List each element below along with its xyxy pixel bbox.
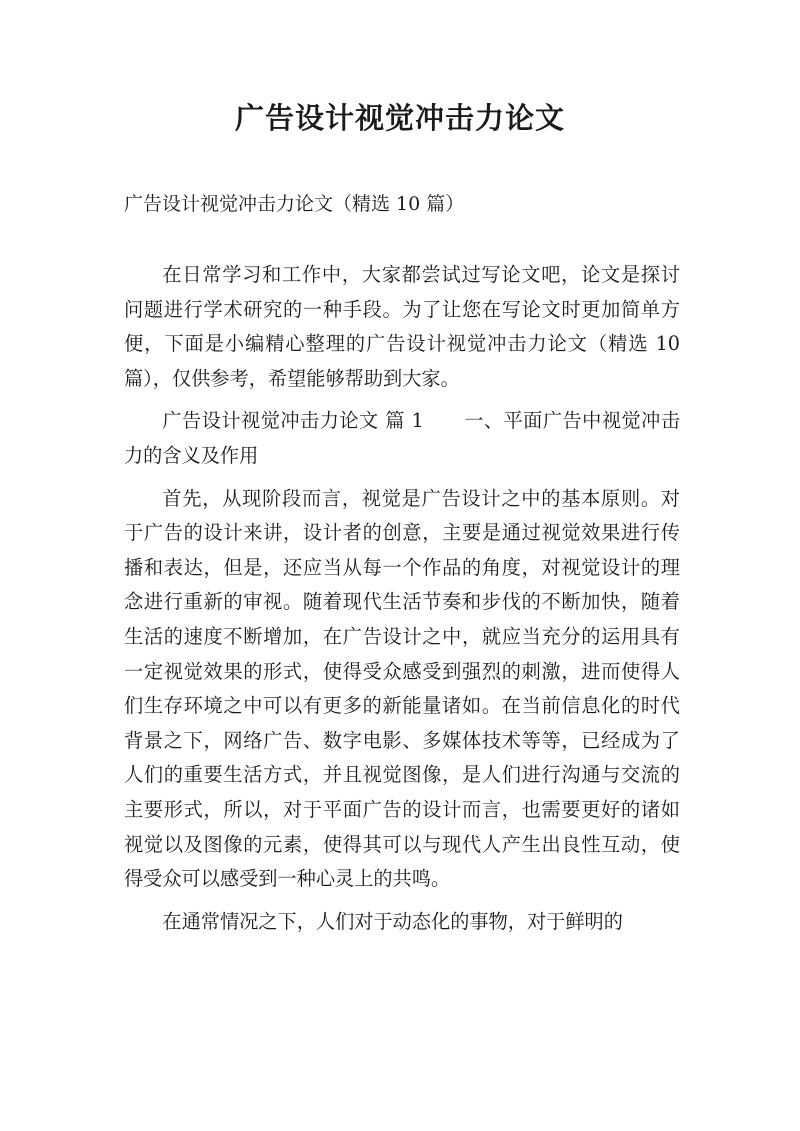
article-heading: 广告设计视觉冲击力论文 篇 1 bbox=[162, 409, 424, 433]
body-paragraph-1: 首先，从现阶段而言，视觉是广告设计之中的基本原则。对于广告的设计来讲，设计者的创意，主要是通过视觉效果进行传播和表达，但是，还应当从每一个作品的角度，对视觉设计的理念进行重新的审视。随着现代生活节奏和步伐的不断加快，随着生活的速度不断增加，在广告设计之中，就应当充分的运用具有一定视觉效果的形式，使得受众感受到强烈的刺激，进而使得人们生存环境之中可以有更多的新能量诸如。在当前信息化的时代背景之下，网络广告、数字电影、多媒体技术等等，已经成为了人们的重要生活方式，并且视觉图像，是人们进行沟通与交流的主要形式，所以，对于平面广告的设计而言，也需要更好的诸如视觉以及图像的元素，使得其可以与现代人产生出良性互动，使得受众可以感受到一种心灵上的共鸣。 bbox=[124, 486, 680, 891]
body-paragraph-2: 在通常情况之下，人们对于动态化的事物，对于鲜明的 bbox=[162, 909, 623, 933]
document-title: 广告设计视觉冲击力论文 bbox=[234, 101, 565, 135]
document-subtitle: 广告设计视觉冲击力论文（精选 10 篇） bbox=[124, 193, 465, 215]
document-body bbox=[124, 258, 680, 947]
article-heading-line bbox=[124, 404, 680, 473]
intro-paragraph: 在日常学习和工作中，大家都尝试过写论文吧，论文是探讨问题进行学术研究的一种手段。为了让您在写论文时更加简单方便，下面是小编精心整理的广告设计视觉冲击力论文（精选 10 篇），仅供参考，希望能够帮助到大家。 bbox=[124, 263, 680, 390]
section-heading: 一、平面广告中视觉冲击力的含义及作用 bbox=[124, 409, 681, 467]
